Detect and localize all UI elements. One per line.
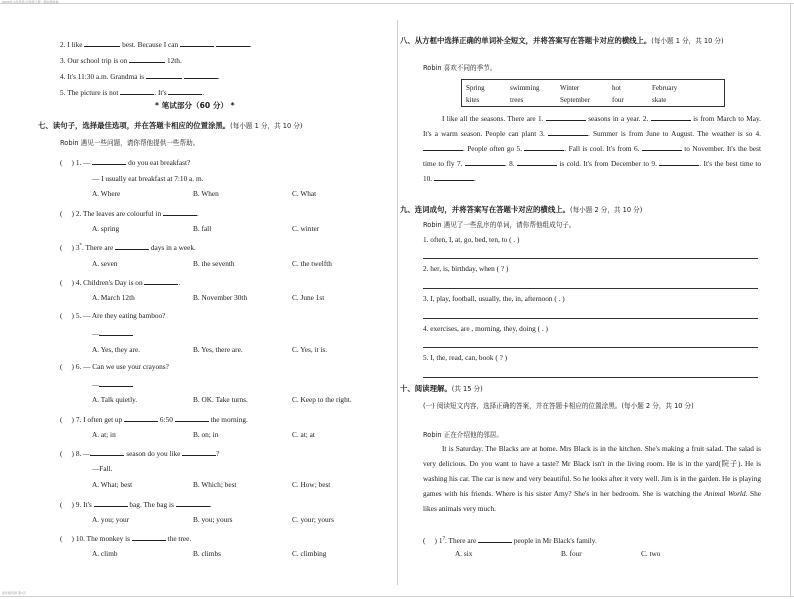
word-option: Winter bbox=[560, 84, 580, 92]
word-option: hot bbox=[612, 84, 621, 92]
section-10-title: 十、阅读理解。(共 15 分) bbox=[400, 384, 483, 393]
option-a[interactable]: A. Yes, they are. bbox=[92, 345, 141, 354]
blank[interactable] bbox=[423, 143, 463, 151]
blank-number: 4. bbox=[755, 129, 761, 138]
blank[interactable] bbox=[99, 378, 133, 387]
passage-text: is cold. It's from December to bbox=[556, 159, 652, 168]
option-c[interactable]: C. your; yours bbox=[292, 515, 334, 524]
word-option: four bbox=[612, 96, 624, 104]
item-text: 12th. bbox=[166, 56, 182, 65]
written-part-title: * 笔试部分（60 分） * bbox=[155, 101, 235, 110]
option-c[interactable]: C. at; at bbox=[292, 430, 315, 439]
item-text: Our school trip is on bbox=[67, 56, 128, 65]
word-option: kites bbox=[466, 96, 480, 104]
passage-text: . People often go bbox=[463, 144, 517, 153]
blank[interactable] bbox=[434, 173, 474, 181]
question-2: ( ) 2. The leaves are colourful in . bbox=[60, 209, 199, 218]
answer-paren[interactable]: ( ) bbox=[60, 243, 74, 252]
answer-line[interactable] bbox=[423, 288, 758, 289]
question-9: ( ) 9. It's bag. The bag is . bbox=[60, 500, 212, 509]
item-number: 5. bbox=[60, 88, 66, 97]
option-b[interactable]: B. fall bbox=[193, 224, 212, 233]
reading-question-1: ( ) $1^7$. There are people in Mr Black's family. bbox=[423, 536, 597, 545]
blank[interactable] bbox=[132, 532, 166, 541]
answer-line[interactable] bbox=[423, 347, 758, 348]
option-c[interactable]: C. two bbox=[641, 549, 661, 558]
blank[interactable] bbox=[163, 207, 197, 216]
reading-passage: It is Saturday. The Blacks are at home. Mrs Black is in the kitchen. She's making a fruit salad. The salad is very delicious. Do you want to have a taste? Mr Black isn't in the living room. He is in the yard(院子). He is washing his car. The car is new and very beautiful. So he looks after it very well. Jim is in the garden. He is playing games with his friends. Where is his sister Amy? She's in her bedroom. She is watching the Animal World. She likes animals very much. bbox=[423, 444, 761, 513]
word-option: trees bbox=[510, 96, 524, 104]
word-option: skate bbox=[652, 96, 667, 104]
blank[interactable] bbox=[524, 143, 564, 151]
listen-item-3 bbox=[60, 54, 182, 66]
blank-number: 3. bbox=[539, 129, 549, 138]
blank[interactable] bbox=[176, 498, 210, 507]
section-10-intro: Robin 正在介绍他的邻居。 bbox=[423, 431, 503, 439]
blank[interactable] bbox=[129, 54, 165, 63]
answer-paren[interactable]: ( ) bbox=[60, 311, 74, 320]
item-text: The picture is not bbox=[67, 88, 119, 97]
option-b[interactable]: B. the seventh bbox=[193, 259, 235, 268]
passage-text: . It's the best time to bbox=[699, 159, 762, 168]
word-option: Spring bbox=[466, 84, 485, 92]
section-7-intro: Robin 遇见一些问题，请你帮他提供一些帮助。 bbox=[60, 139, 200, 147]
option-c[interactable]: C. How; best bbox=[292, 480, 331, 489]
word-box bbox=[461, 79, 725, 107]
item-text: I like bbox=[67, 40, 83, 49]
blank[interactable] bbox=[146, 70, 182, 79]
option-b[interactable]: B. you; yours bbox=[193, 515, 233, 524]
option-a[interactable]: A. Where bbox=[92, 189, 121, 198]
blank[interactable] bbox=[642, 143, 682, 151]
listen-item-5 bbox=[60, 86, 204, 98]
question-5: ( ) 5. — Are they eating bamboo? bbox=[60, 311, 166, 320]
word-option: swimming bbox=[510, 84, 540, 92]
blank[interactable] bbox=[651, 113, 691, 121]
item-number: 3. bbox=[60, 56, 66, 65]
question-1: ( ) 1. — do you eat breakfast? bbox=[60, 158, 191, 167]
question-8: ( ) 8. — season do you like ? bbox=[60, 449, 220, 458]
option-b[interactable]: B. November 30th bbox=[193, 293, 248, 302]
item-text: . It's bbox=[154, 88, 167, 97]
blank-number: 5. bbox=[516, 144, 525, 153]
option-c[interactable]: C. What bbox=[292, 189, 317, 198]
blank-number: 9. bbox=[651, 159, 660, 168]
answer-paren[interactable]: ( ) bbox=[60, 449, 74, 458]
answer-line[interactable] bbox=[423, 318, 758, 319]
question-3: ( ) 3*. There are days in a week. bbox=[60, 243, 196, 252]
passage-text: . Fall is cool. It's from bbox=[564, 144, 635, 153]
blank[interactable] bbox=[144, 276, 178, 285]
scramble-item-3: 3. I, play, football, usually, the, in, afternoon ( . ) bbox=[423, 294, 565, 303]
item-text: . bbox=[202, 88, 205, 97]
blank[interactable] bbox=[99, 327, 133, 336]
blank[interactable] bbox=[175, 413, 209, 422]
question-5-reply: — bbox=[92, 327, 133, 339]
passage-text: . Summer is from June to August. The weather is so bbox=[588, 129, 756, 138]
header-note: 2023年小学英语·四年级下册 · 期末测试卷 bbox=[2, 0, 59, 4]
blank[interactable] bbox=[124, 413, 158, 422]
word-option: February bbox=[652, 84, 678, 92]
answer-line[interactable] bbox=[423, 377, 758, 378]
passage-text: . bbox=[504, 159, 510, 168]
option-a[interactable]: A. March 12th bbox=[92, 293, 135, 302]
option-b[interactable]: B. OK. Take turns. bbox=[193, 395, 248, 404]
option-b[interactable]: B. climbs bbox=[193, 549, 221, 558]
right-column bbox=[397, 0, 794, 599]
blank[interactable] bbox=[92, 156, 126, 165]
blank-number: 10. bbox=[423, 174, 434, 183]
blank[interactable] bbox=[478, 534, 512, 543]
option-a[interactable]: A. seven bbox=[92, 259, 118, 268]
item-text: It's 11:30 a.m. Grandma is bbox=[67, 72, 145, 81]
blank[interactable] bbox=[115, 241, 149, 250]
section-8-title: 八、从方框中选择正确的单词补全短文，并将答案写在答题卡对应的横线上。(每小题 1 分，共 10 分) bbox=[400, 36, 724, 45]
answer-line[interactable] bbox=[423, 258, 758, 259]
answer-paren[interactable]: ( ) bbox=[60, 500, 74, 509]
listen-item-2: 2. I like best. Because I can . bbox=[60, 40, 252, 49]
option-b[interactable]: B. on; in bbox=[193, 430, 219, 439]
option-b[interactable]: B. When bbox=[193, 189, 219, 198]
passage-text: is from March to May. It's a warm season. People can plant bbox=[423, 114, 762, 138]
blank[interactable] bbox=[94, 498, 128, 507]
item-text: best. Because I can bbox=[122, 40, 179, 49]
option-a[interactable]: A. Talk quietly. bbox=[92, 395, 138, 404]
scramble-item-4: 4. exercises, are , morning, they, doing ( . ) bbox=[423, 324, 548, 333]
option-c[interactable]: C. the twelfth bbox=[292, 259, 332, 268]
blank[interactable] bbox=[546, 113, 586, 121]
option-c[interactable]: C. June 1st bbox=[292, 293, 325, 302]
blank[interactable] bbox=[182, 447, 216, 456]
answer-paren[interactable]: ( ) bbox=[60, 158, 74, 167]
option-c[interactable]: C. climbing bbox=[292, 549, 327, 558]
option-a[interactable]: A. you; your bbox=[92, 515, 130, 524]
cloze-passage bbox=[423, 111, 761, 186]
option-c[interactable]: C. Yes, it is. bbox=[292, 345, 328, 354]
answer-paren[interactable]: ( ) bbox=[60, 278, 74, 287]
blank[interactable] bbox=[84, 38, 120, 47]
blank[interactable] bbox=[90, 447, 124, 456]
star-icon: * bbox=[230, 101, 235, 110]
question-7: ( ) 7. I often get up 6:50 the morning. bbox=[60, 415, 248, 424]
footer-note: 四年级英语 第1页 bbox=[2, 591, 26, 595]
passage-text: seasons in a year. bbox=[585, 114, 643, 123]
option-b[interactable]: B. Yes, there are. bbox=[193, 345, 243, 354]
blank[interactable] bbox=[120, 86, 154, 95]
question-8-reply: —Fall. bbox=[92, 464, 113, 473]
section-7-title: 七、读句子，选择最佳选项，并在答题卡相应的位置涂黑。(每小题 1 分，共 10 分) bbox=[38, 121, 303, 130]
scramble-item-2: 2. her, is, birthday, when ( ? ) bbox=[423, 264, 509, 273]
passage-text: to November. It's the best time to fly bbox=[423, 144, 762, 168]
blank[interactable] bbox=[517, 158, 557, 166]
word-option: September bbox=[560, 96, 590, 104]
item-number: 2. bbox=[60, 40, 66, 49]
blank-number: 7. bbox=[456, 159, 465, 168]
blank-number: 1. bbox=[538, 114, 546, 123]
blank[interactable] bbox=[184, 70, 218, 79]
blank-number: 6. bbox=[634, 144, 642, 153]
scramble-item-1: 1. often, I, at, go, bed, ten, to ( . ) bbox=[423, 235, 520, 244]
blank[interactable] bbox=[180, 38, 214, 47]
blank-number: 8. bbox=[509, 159, 517, 168]
blank-number: 2. bbox=[642, 114, 651, 123]
option-a[interactable]: A. spring bbox=[92, 224, 120, 233]
question-1-reply: — I usually eat breakfast at 7:10 a. m. bbox=[92, 174, 204, 183]
question-6-reply: — bbox=[92, 378, 133, 390]
question-6: ( ) 6. — Can we use your crayons? bbox=[60, 362, 169, 371]
listen-item-4: 4. It's 11:30 a.m. Grandma is . bbox=[60, 72, 220, 81]
option-c[interactable]: C. Keep to the right. bbox=[292, 395, 352, 404]
option-a[interactable]: A. six bbox=[455, 549, 473, 558]
answer-paren[interactable]: ( ) bbox=[423, 536, 437, 545]
answer-paren[interactable]: ( ) bbox=[60, 209, 74, 218]
answer-paren[interactable]: ( ) bbox=[60, 415, 74, 424]
question-10: ( ) 10. The monkey is the tree. bbox=[60, 534, 192, 543]
question-4: ( ) 4. Children's Day is on . bbox=[60, 278, 181, 287]
blank[interactable] bbox=[465, 158, 505, 166]
section-8-intro: Robin 喜欢不同的季节。 bbox=[423, 64, 497, 72]
option-a[interactable]: A. at; in bbox=[92, 430, 116, 439]
option-b[interactable]: B. four bbox=[561, 549, 582, 558]
section-10-sub: (一) 阅读短文内容，选择正确的答案，并在答题卡相应的位置涂黑。(每小题 2 分，共 10 分) bbox=[423, 402, 694, 410]
star-icon: * bbox=[155, 101, 159, 110]
blank[interactable] bbox=[659, 158, 699, 166]
answer-paren[interactable]: ( ) bbox=[60, 362, 74, 371]
scramble-item-5: 5. I, the, read, can, book ( ? ) bbox=[423, 353, 508, 362]
item-number: 4. bbox=[60, 72, 66, 81]
passage-text: . bbox=[473, 174, 476, 183]
section-9-intro: Robin 遇见了一些乱序的单词，请你帮他组成句子。 bbox=[423, 221, 576, 229]
passage-text: I like all the seasons. There are bbox=[442, 114, 539, 123]
blank[interactable] bbox=[548, 128, 588, 136]
option-b[interactable]: B. Which; best bbox=[193, 480, 237, 489]
blank[interactable] bbox=[168, 86, 205, 97]
option-c[interactable]: C. winter bbox=[292, 224, 320, 233]
answer-paren[interactable]: ( ) bbox=[60, 534, 74, 543]
option-a[interactable]: A. climb bbox=[92, 549, 118, 558]
section-9-title: 九、连词成句，并将答案写在答题卡对应的横线上。(每小题 2 分，共 10 分) bbox=[400, 205, 643, 214]
blank[interactable] bbox=[216, 38, 250, 47]
option-a[interactable]: A. What; best bbox=[92, 480, 133, 489]
